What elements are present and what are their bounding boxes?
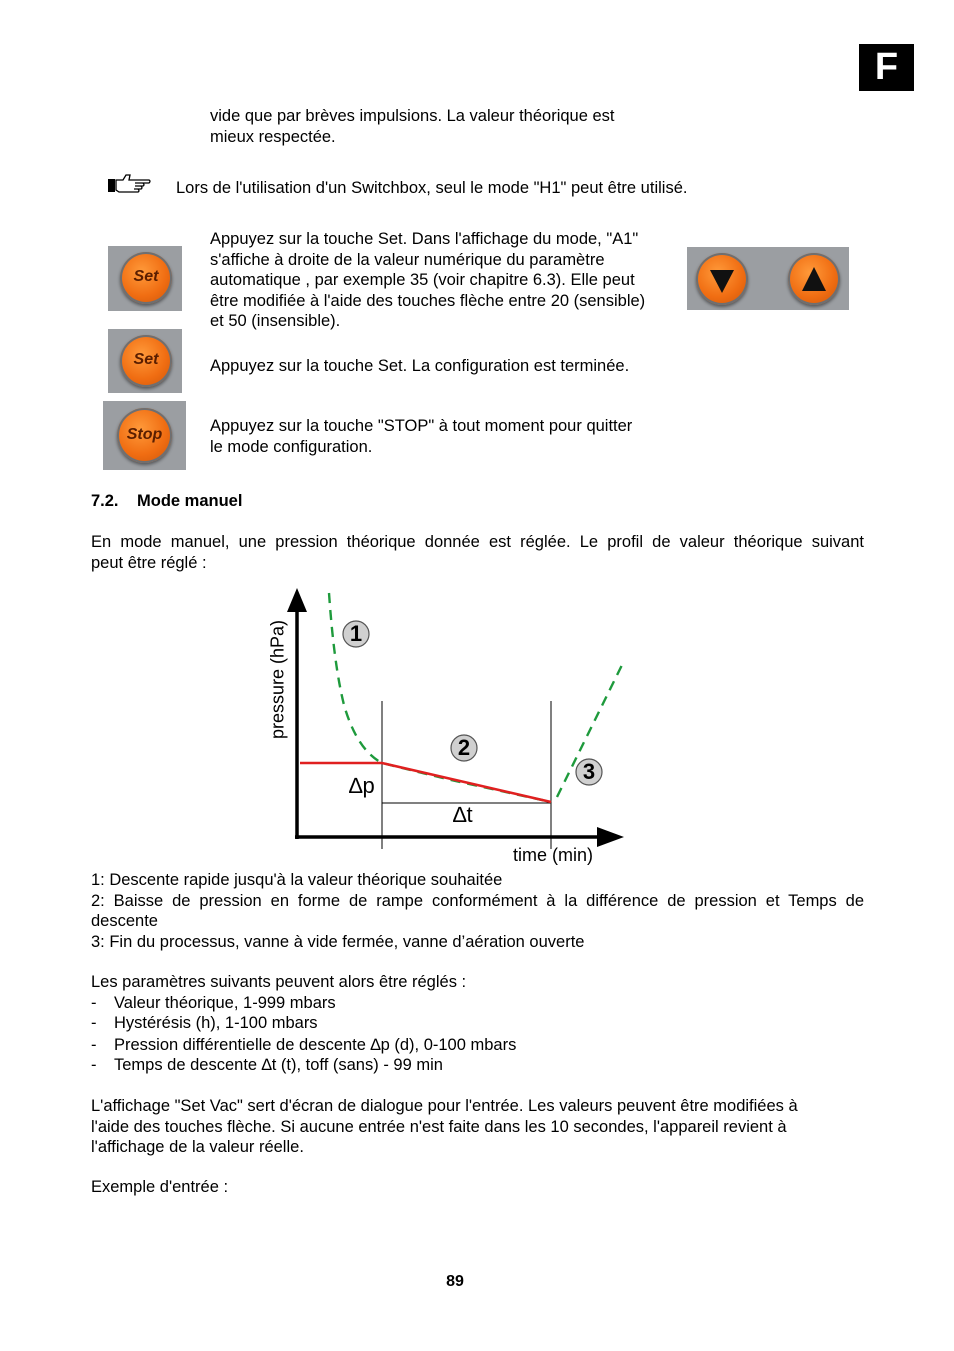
step-2-text: Appuyez sur la touche Set. La configuration est terminée.	[210, 357, 630, 375]
paragraph-line: peut être réglé :	[91, 553, 207, 572]
step-3-text	[210, 416, 680, 457]
switchbox-note: Lors de l'utilisation d'un Switchbox, seul le mode "H1" peut être utilisé.	[176, 179, 688, 197]
section-number: 7.2.	[91, 492, 119, 510]
list-item: - Temps de descente ∆t (t), toff (sans) - 99 min	[91, 1056, 443, 1074]
section-title: Mode manuel	[137, 492, 243, 510]
pointing-hand-icon	[107, 173, 153, 197]
display-line: l'affichage de la valeur réelle.	[91, 1138, 304, 1156]
display-paragraph	[91, 1096, 864, 1158]
marker-2-label: 2	[457, 735, 471, 760]
step-1-line: Appuyez sur la touche Set. Dans l'affichage du mode, "A1"	[210, 230, 639, 248]
legend-item-1: 1: Descente rapide jusqu'à la valeur théorique souhaitée	[91, 871, 503, 889]
list-item: - Pression différentielle de descente ∆p (d), 0-100 mbars	[91, 1035, 517, 1054]
set-button-face	[120, 252, 172, 304]
legend-item-2-line-2: descente	[91, 912, 158, 930]
x-axis-label: time (min)	[513, 845, 593, 865]
list-item: - Hystérésis (h), 1-100 mbars	[91, 1014, 318, 1032]
input-example-label: Exemple d'entrée :	[91, 1178, 229, 1196]
legend-item-2-line-1: 2: Baisse de pression en forme de rampe conformément à la différence de pression et Temps de	[91, 891, 864, 910]
marker-1-label: 1	[349, 621, 363, 646]
parameters-list	[91, 972, 864, 1076]
y-axis-arrow	[287, 588, 307, 612]
page-number: 89	[446, 1273, 464, 1290]
display-line: L'affichage "Set Vac" sert d'écran de dialogue pour l'entrée. Les valeurs peuvent être modifiées à	[91, 1097, 798, 1115]
stop-button-image	[103, 401, 186, 470]
step-1-text	[210, 229, 680, 332]
delta-p-label: ∆p	[349, 773, 375, 798]
display-line: l'aide des touches flèche. Si aucune entrée n'est faite dans les 10 secondes, l'appareil revient à	[91, 1117, 787, 1136]
step-1-line: et 50 (insensible).	[210, 312, 341, 330]
arrow-up-icon	[788, 253, 840, 305]
intro-line-2: mieux respectée.	[210, 128, 336, 146]
list-item: - Valeur théorique, 1-999 mbars	[91, 993, 336, 1012]
set-button-label: Set	[133, 351, 159, 368]
arrow-down-icon	[696, 253, 748, 305]
step-1-line: s'affiche à droite de la valeur numérique du paramètre	[210, 250, 605, 269]
step-1-line: automatique , par exemple 35 (voir chapitre 6.3). Elle peut	[210, 271, 635, 289]
stop-button-face	[117, 408, 172, 463]
legend-item-3: 3: Fin du processus, vanne à vide fermée, vanne d’aération ouverte	[91, 932, 585, 951]
diagram-legend	[91, 870, 864, 952]
intro-line-1: vide que par brèves impulsions. La valeur théorique est	[210, 107, 615, 125]
set-button-image-1	[108, 246, 182, 311]
language-badge: F	[859, 44, 914, 91]
step-3-line: le mode configuration.	[210, 437, 373, 456]
pressure-profile-diagram	[262, 585, 632, 870]
delta-t-label: ∆t	[453, 802, 473, 827]
marker-3-label: 3	[582, 759, 596, 784]
arrow-buttons-image	[687, 247, 849, 310]
step-3-line: Appuyez sur la touche "STOP" à tout moment pour quitter	[210, 417, 633, 435]
paragraph-line: En mode manuel, une pression théorique donnée est réglée. Le profil de valeur théorique suivant	[91, 533, 864, 551]
stop-button-label: Stop	[126, 426, 163, 443]
step-1-line: être modifiée à l'aide des touches flèche entre 20 (sensible)	[210, 291, 646, 310]
set-button-image-2	[108, 329, 182, 393]
parameters-intro: Les paramètres suivants peuvent alors être réglés :	[91, 973, 467, 991]
y-axis-label: pressure (hPa)	[267, 619, 288, 740]
set-button-label: Set	[133, 268, 159, 285]
section-paragraph	[91, 532, 864, 573]
set-button-face	[120, 335, 172, 387]
setpoint-profile	[300, 763, 551, 802]
x-axis-arrow	[597, 827, 624, 847]
